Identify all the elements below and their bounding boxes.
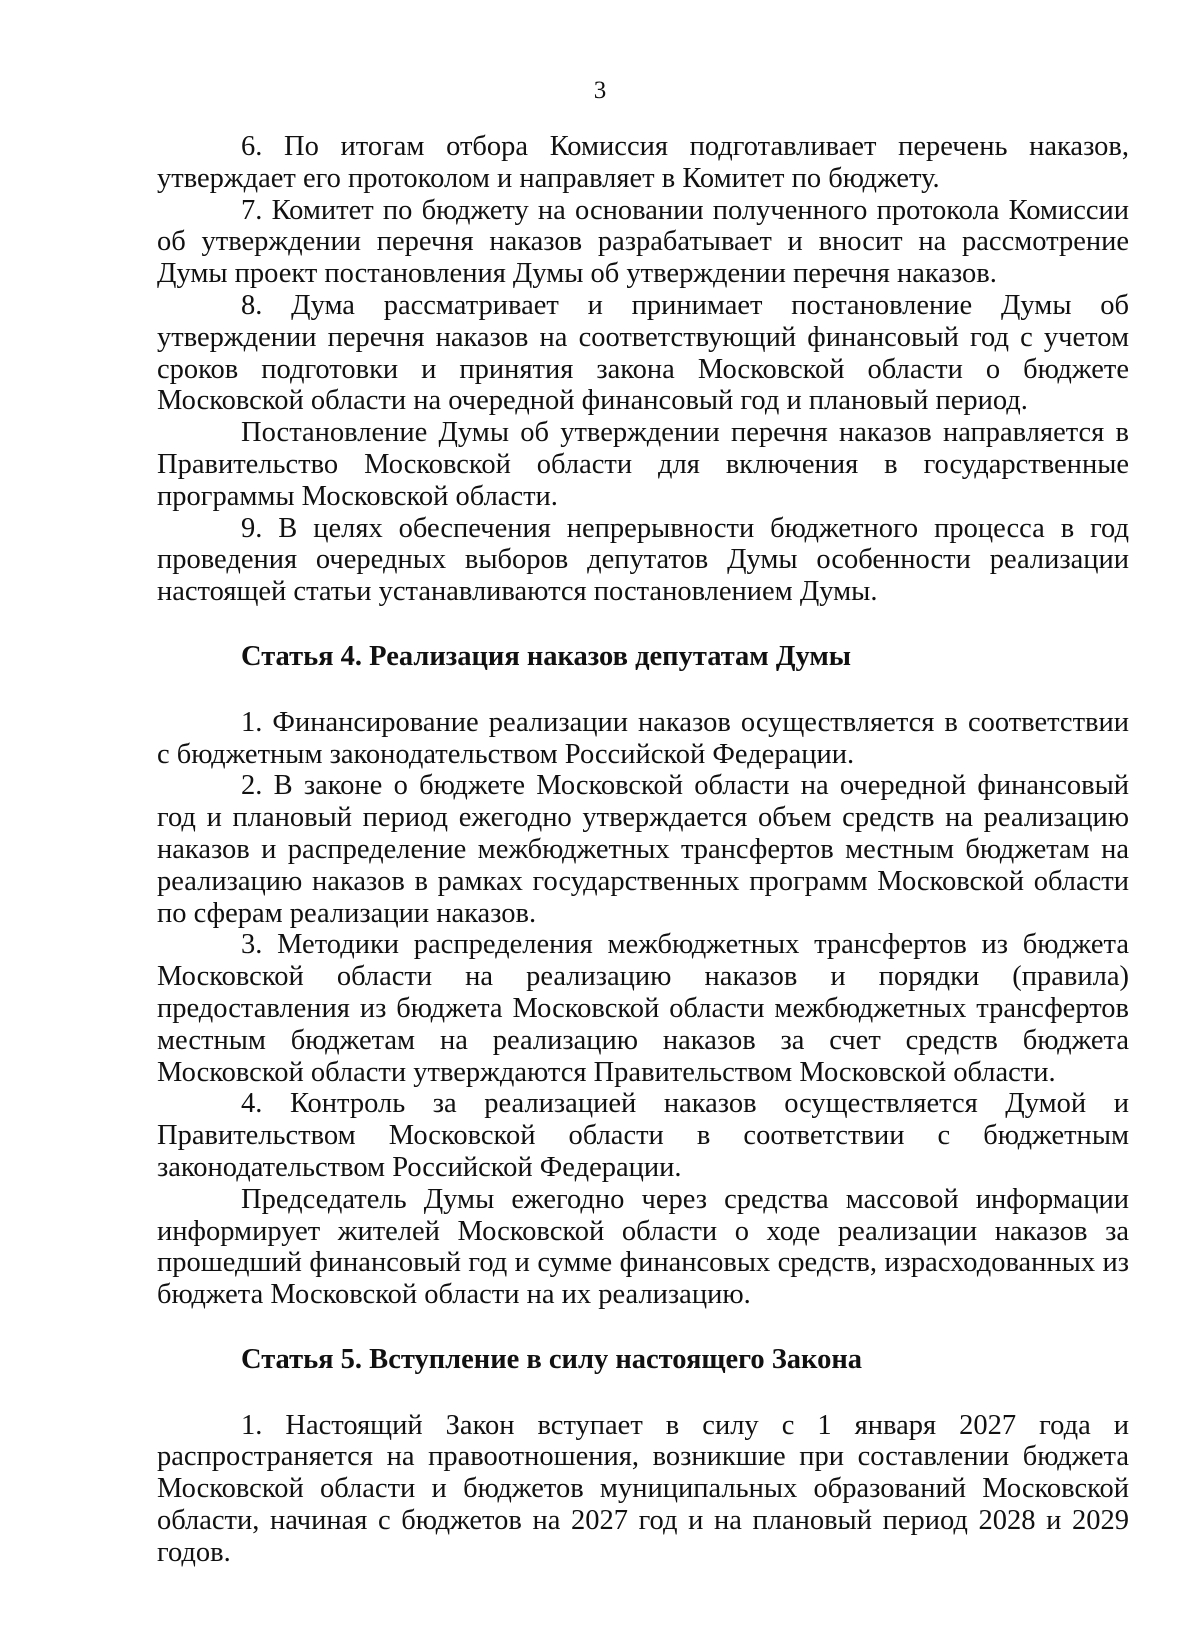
article-4-item-3: 3. Методики распределения межбюджетных трансфертов из бюджета Московской области на реализацию наказов и порядки (правила) предоставления из бюджета Московской области межбюджетных трансфертов местным бюджетам на реализацию наказов за счет средств бюджета Московской области утверждаются Правительством Московской области. [157, 929, 1129, 1088]
article-4-item-1: 1. Финансирование реализации наказов осуществляется в соответствии с бюджетным законодательством Российской Федерации. [157, 706, 1129, 770]
paragraph-item-9: 9. В целях обеспечения непрерывности бюджетного процесса в год проведения очередных выборов депутатов Думы особенности реализации настоящей статьи устанавливаются постановлением Думы. [157, 512, 1129, 608]
article-4-item-2: 2. В законе о бюджете Московской области на очередной финансовый год и плановый период ежегодно утверждается объем средств на реализацию наказов и распределение межбюджетных трансфертов местным бюджетам на реализацию наказов в рамках государственных программ Московской области по сферам реализации наказов. [157, 770, 1129, 929]
page-number: 3 [593, 77, 607, 104]
article-5-heading: Статья 5. Вступление в силу настоящего Закона [241, 1343, 862, 1375]
article-4-heading: Статья 4. Реализация наказов депутатам Думы [241, 640, 851, 672]
document-body [157, 131, 1129, 1569]
paragraph-item-6: 6. По итогам отбора Комиссия подготавливает перечень наказов, утверждает его протоколом и направляет в Комитет по бюджету. [157, 131, 1129, 194]
paragraph-item-8: 8. Дума рассматривает и принимает постановление Думы об утверждении перечня наказов на соответствующий финансовый год с учетом сроков подготовки и принятия закона Московской области о бюджете Московской области на очередной финансовый год и плановый период. [157, 289, 1129, 417]
article-4-item-4: 4. Контроль за реализацией наказов осуществляется Думой и Правительством Московской области в соответствии с бюджетным законодательством Российской Федерации. [157, 1088, 1129, 1183]
article-5-item-1: 1. Настоящий Закон вступает в силу с 1 января 2027 года и распространяется на правоотношения, возникшие при составлении бюджета Московской области и бюджетов муниципальных образований Московской области, начиная с бюджетов на 2027 год и на плановый период 2028 и 2029 годов. [157, 1409, 1129, 1568]
paragraph-item-8-continuation: Постановление Думы об утверждении перечня наказов направляется в Правительство Московской области для включения в государственные программы Московской области. [157, 417, 1129, 512]
article-4-item-4-continuation: Председатель Думы ежегодно через средства массовой информации информирует жителей Московской области о ходе реализации наказов за прошедший финансовый год и сумме финансовых средств, израсходованных из бюджета Московской области на их реализацию. [157, 1183, 1129, 1311]
paragraph-item-7: 7. Комитет по бюджету на основании полученного протокола Комиссии об утверждении перечня наказов разрабатывает и вносит на рассмотрение Думы проект постановления Думы об утверждении перечня наказов. [157, 194, 1129, 290]
